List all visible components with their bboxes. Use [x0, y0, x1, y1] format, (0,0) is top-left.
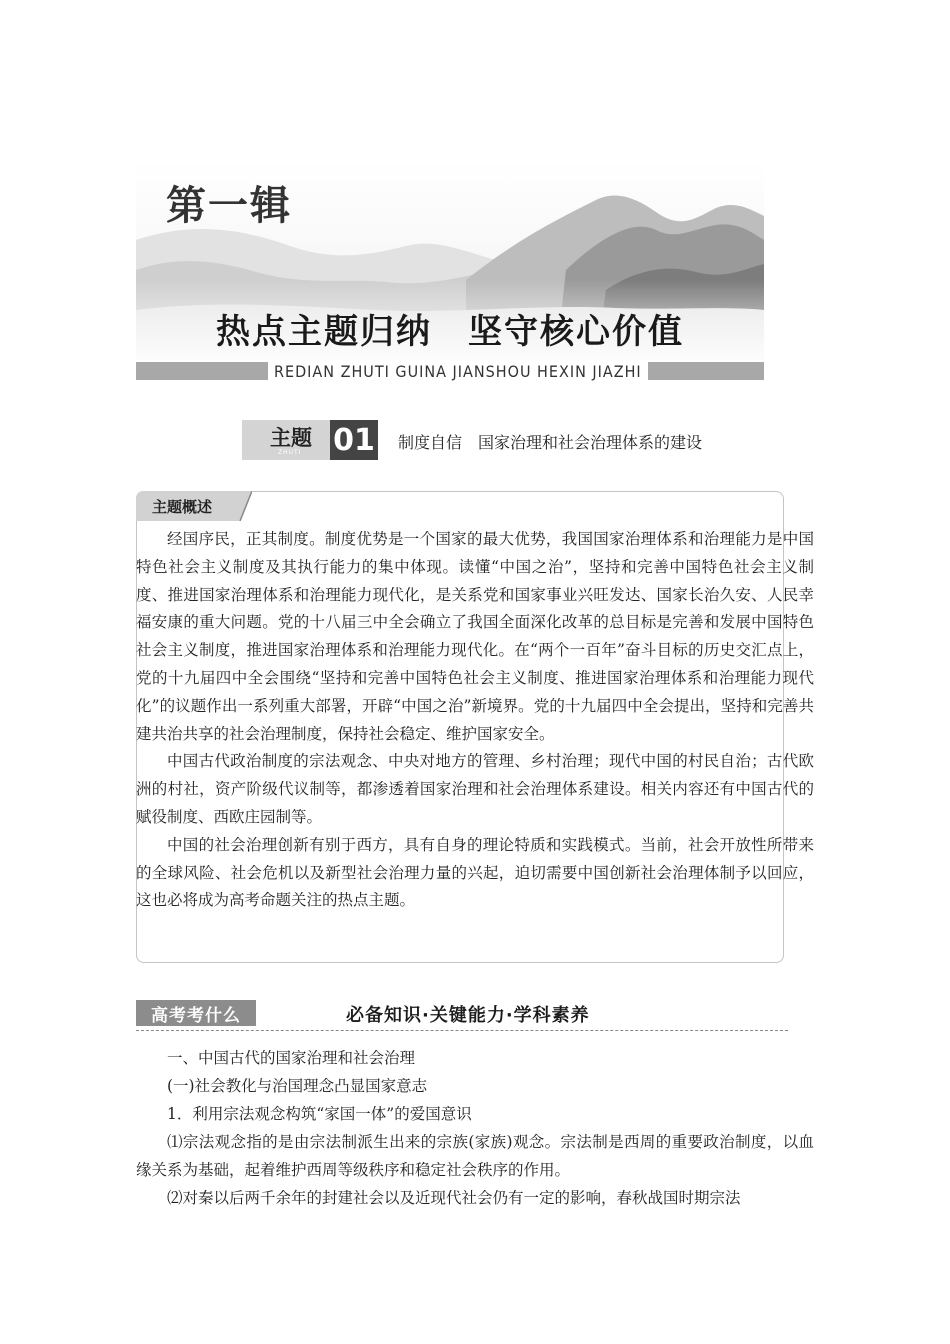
overview-heading-tab [136, 491, 252, 521]
main-content [136, 1044, 814, 1212]
topic-number: 01 [330, 420, 378, 460]
topic-title: 制度自信 国家治理和社会治理体系的建设 [398, 433, 703, 452]
topic-label-pinyin: ZHUTI [278, 449, 302, 456]
topic-label: 主题 [270, 426, 312, 450]
content-heading: 一、中国古代的国家治理和社会治理 [167, 1049, 416, 1067]
topic-badge [242, 420, 378, 460]
overview-paragraph: 中国的社会治理创新有别于西方，具有自身的理论特质和实践模式。当前，社会开放性所带来的全球风险、社会危机以及新型社会治理力量的兴起，迫切需要中国创新社会治理体制予以回应，这也必将成为高考命题关注的热点主题。 [136, 835, 814, 910]
pinyin-subtitle: REDIAN ZHUTI GUINA JIANSHOU HEXIN JIAZHI [274, 361, 642, 381]
left-bar [136, 362, 268, 380]
section-tag: 高考考什么 [136, 1000, 256, 1026]
series-title: 第一辑 [166, 183, 292, 229]
content-subheading: (一)社会教化与治国理念凸显国家意志 [167, 1077, 428, 1095]
overview-paragraph: 经国序民，正其制度。制度优势是一个国家的最大优势，我国国家治理体系和治理能力是中国特色社会主义制度及其执行能力的集中体现。读懂“中国之治”，坚持和完善中国特色社会主义制度、推进国家治理体系和治理能力现代化，是关系党和国家事业兴旺发达、国家长治久安、人民幸福安康的重大问题。党的十八届三中全会确立了我国全面深化改革的总目标是完善和发展中国特色社会主义制度，推进国家治理体系和治理能力现代化。在“两个一百年”奋斗目标的历史交汇点上，党的十九届四中全会围绕“坚持和完善中国特色社会主义制度、推进国家治理体系和治理能力现代化”的议题作出一系列重大部署，开辟“中国之治”新境界。党的十九届四中全会提出，坚持和完善共建共治共享的社会治理制度，保持社会稳定、维护国家安全。 [136, 530, 814, 743]
overview-text [136, 526, 814, 915]
page-title: 热点主题归纳 坚守核心价值 [216, 312, 684, 352]
content-paragraph: ⑵对秦以后两千余年的封建社会以及近现代社会仍有一定的影响，春秋战国时期宗法 [167, 1189, 741, 1207]
chapter-banner [136, 160, 764, 382]
topic-label-box [242, 420, 330, 460]
right-bar [648, 362, 764, 380]
content-paragraph: ⑴宗法观念指的是由宗法制派生出来的宗族(家族)观念。宗法制是西周的重要政治制度，以血缘关系为基础，起着维护西周等级秩序和稳定社会秩序的作用。 [136, 1133, 814, 1179]
pinyin-subtitle-bar [136, 360, 764, 382]
overview-paragraph: 中国古代政治制度的宗法观念、中央对地方的管理、乡村治理；现代中国的村民自治；古代欧洲的村社，资产阶级代议制等，都渗透着国家治理和社会治理体系建设。相关内容还有中国古代的赋役制度、西欧庄园制等。 [136, 752, 814, 826]
content-item: 1．利用宗法观念构筑“家国一体”的爱国意识 [167, 1105, 472, 1123]
section-slogan: 必备知识·关键能力·学科素养 [346, 1005, 590, 1026]
section-header [136, 1000, 788, 1031]
overview-heading: 主题概述 [152, 498, 213, 516]
